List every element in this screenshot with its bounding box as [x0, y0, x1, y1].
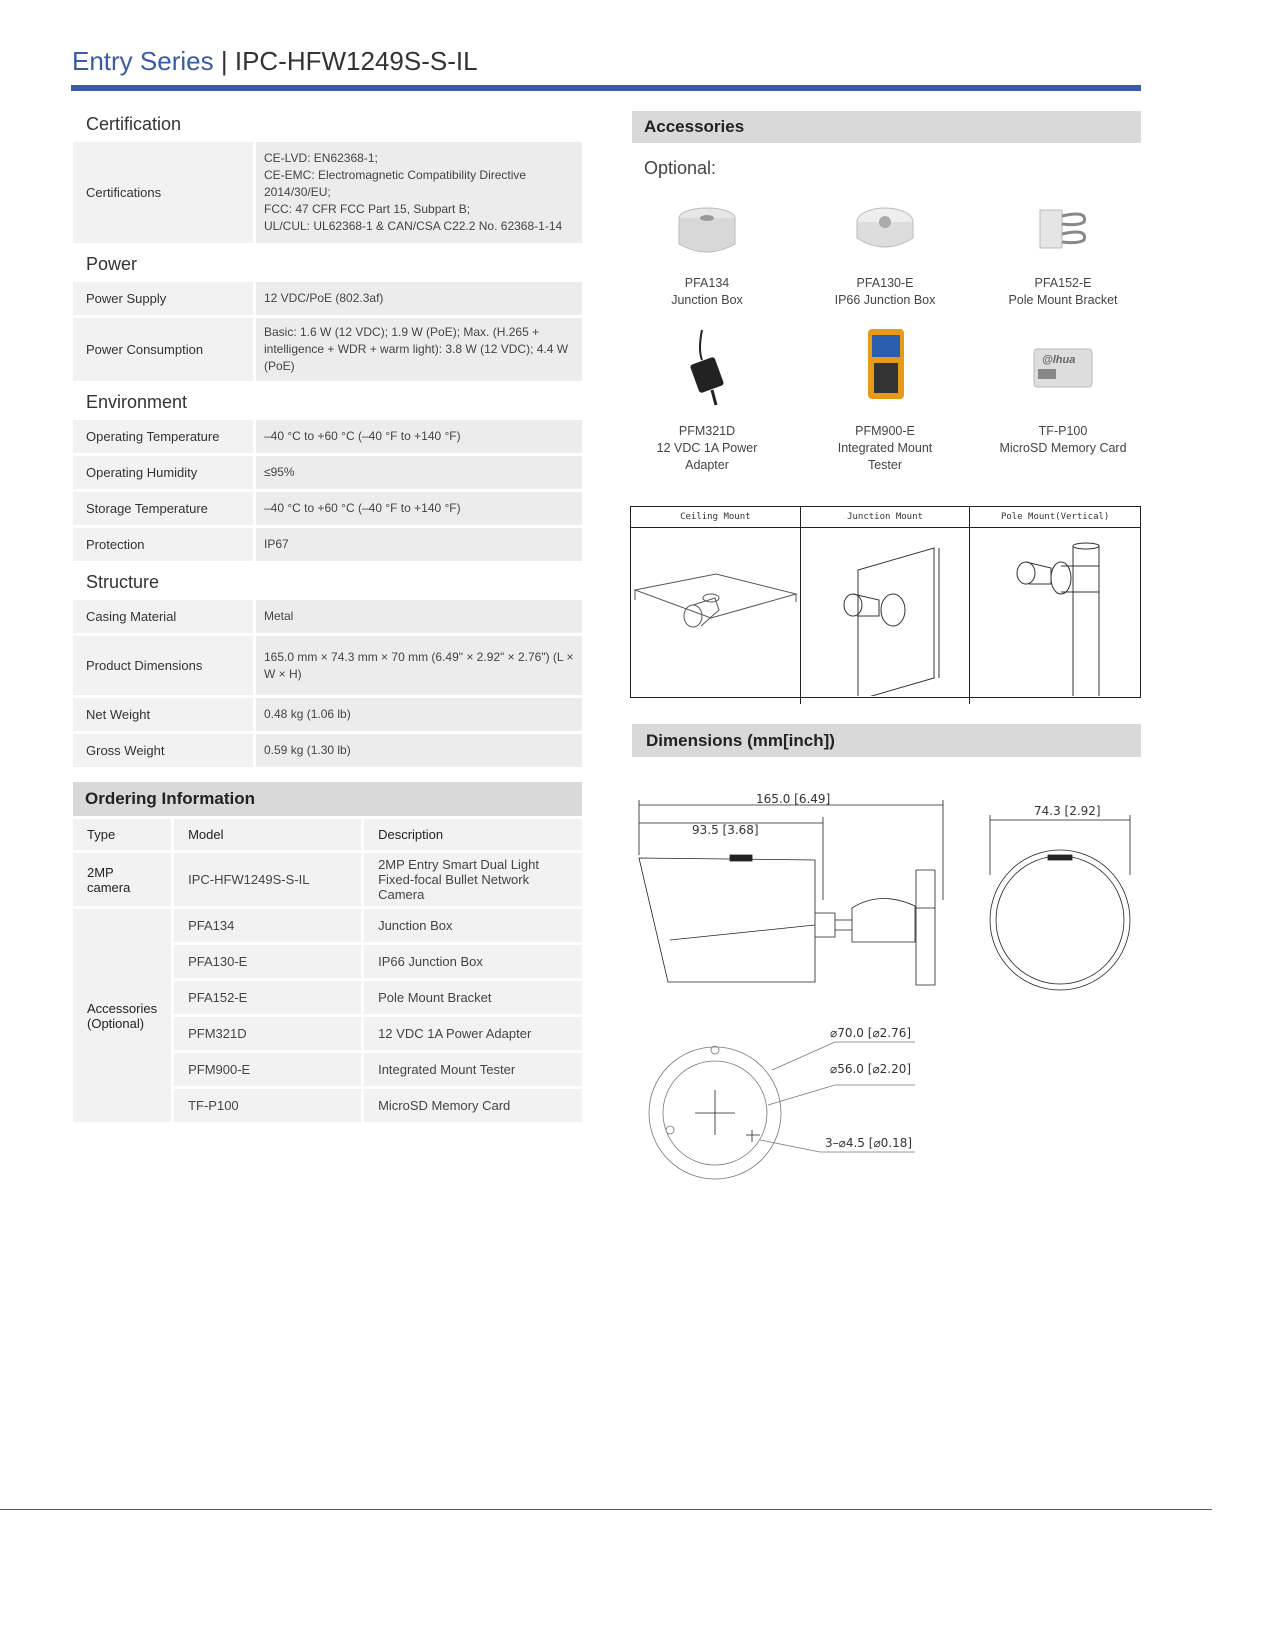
- accessory-item: [800, 325, 970, 474]
- partial-length-label: 93.5 [3.68]: [692, 823, 759, 837]
- spec-label: Casing Material: [73, 600, 253, 633]
- spec-value-line: UL/CUL: UL62368-1 & CAN/CSA C22.2 No. 62368-1-14: [264, 219, 563, 233]
- spec-row: [73, 734, 582, 767]
- card-logo: @lhua: [1042, 354, 1076, 366]
- table-row: [73, 909, 582, 942]
- spec-value-line: 12 VDC/PoE (802.3af): [264, 291, 384, 305]
- spec-value-line: 0.59 kg (1.30 lb): [264, 743, 351, 757]
- spec-value: [256, 420, 582, 453]
- mount-header: Junction Mount: [801, 507, 971, 528]
- spec-value-line: CE-LVD: EN62368-1;: [264, 151, 378, 165]
- spec-value: [256, 600, 582, 633]
- ordering-title: Ordering Information: [73, 782, 582, 816]
- mount-header: Ceiling Mount: [631, 507, 801, 528]
- accessory-gallery: [622, 200, 1152, 474]
- accessory-description: Integrated Mount Tester: [361, 1053, 582, 1086]
- optional-label: Optional:: [644, 158, 717, 178]
- accessories-title: Accessories: [632, 111, 1141, 143]
- spec-value-line: 165.0 mm × 74.3 mm × 70 mm (6.49" × 2.92" × 2.76") (L × W × H): [264, 649, 574, 681]
- spec-row: [73, 318, 582, 381]
- camera-model: IPC-HFW1249S-S-IL: [171, 853, 361, 906]
- page-title: Entry Series | IPC-HFW1249S-S-IL: [72, 46, 478, 76]
- junction-mount-drawing: [801, 528, 971, 704]
- spec-row: [73, 282, 582, 315]
- accessory-model: PFA130-E: [171, 945, 361, 978]
- spec-label: Operating Temperature: [73, 420, 253, 453]
- spec-value-line: FCC: 47 CFR FCC Part 15, Subpart B;: [264, 202, 471, 216]
- diameter-outer-label: ⌀70.0 [⌀2.76]: [830, 1026, 912, 1040]
- accessory-model: PFA152-E: [1034, 276, 1092, 290]
- pole-mount-drawing: [970, 528, 1140, 704]
- spec-label: Storage Temperature: [73, 492, 253, 525]
- power-adapter-icon: [672, 325, 742, 423]
- spec-label: Protection: [73, 528, 253, 561]
- accessory-model: PFA134: [171, 909, 361, 942]
- spec-row: [73, 456, 582, 489]
- section-heading: Structure: [86, 572, 160, 592]
- diameter-inner-label: ⌀56.0 [⌀2.20]: [830, 1062, 912, 1076]
- accessory-item: [800, 200, 970, 309]
- accessory-model: TF-P100: [171, 1089, 361, 1122]
- spec-value: [256, 528, 582, 561]
- spec-row: [73, 420, 582, 453]
- accessory-description: IP66 Junction Box: [361, 945, 582, 978]
- camera-type: 2MP camera: [73, 853, 171, 906]
- accessory-model: PFA134: [684, 276, 730, 290]
- width-label: 74.3 [2.92]: [1034, 804, 1101, 818]
- spec-value-line: IP67: [264, 537, 289, 551]
- spec-label: Product Dimensions: [73, 636, 253, 695]
- spec-value-line: 0.48 kg (1.06 lb): [264, 707, 351, 721]
- ip66-junction-box-icon: [850, 200, 920, 275]
- spec-value-line: CE-EMC: Electromagnetic Compatibility Directive 2014/30/EU;: [264, 168, 527, 199]
- accessory-description: IP66 Junction Box: [834, 293, 936, 307]
- accessory-model: PFM900-E: [171, 1053, 361, 1086]
- accessory-model: PFM321D: [678, 424, 736, 438]
- spec-value-line: ≤95%: [264, 465, 295, 479]
- spec-row: [73, 492, 582, 525]
- mount-table: [630, 506, 1141, 698]
- accessory-description: Integrated Mount Tester: [837, 441, 933, 472]
- spec-label: Net Weight: [73, 698, 253, 731]
- accessory-description: 12 VDC 1A Power Adapter: [361, 1017, 582, 1050]
- length-label: 165.0 [6.49]: [756, 792, 831, 806]
- accessory-description: Pole Mount Bracket: [361, 981, 582, 1014]
- spec-value: [256, 698, 582, 731]
- accessories-type: Accessories (Optional): [73, 909, 171, 1122]
- spec-value: [256, 636, 582, 695]
- spec-value: [256, 492, 582, 525]
- spec-value: [256, 456, 582, 489]
- spec-row: [73, 142, 582, 243]
- hole-label: 3–⌀4.5 [⌀0.18]: [825, 1136, 913, 1150]
- spec-tables: [73, 106, 582, 770]
- camera-dimension-svg: [630, 780, 1150, 1180]
- pole-bracket-icon: [1028, 200, 1098, 275]
- spec-value-line: –40 °C to +60 °C (–40 °F to +140 °F): [264, 501, 461, 515]
- accessory-model: TF-P100: [1038, 424, 1088, 438]
- accessory-item: [622, 200, 792, 309]
- accessory-model: PFM321D: [171, 1017, 361, 1050]
- accessory-model: PFM900-E: [855, 424, 915, 438]
- spec-value: [256, 282, 582, 315]
- spec-label: Certifications: [73, 142, 253, 243]
- spec-row: [73, 528, 582, 561]
- mount-header: Pole Mount(Vertical): [970, 507, 1140, 528]
- spec-label: Operating Humidity: [73, 456, 253, 489]
- accessory-item: [978, 200, 1148, 309]
- spec-value-line: Metal: [264, 609, 294, 623]
- footer-divider: [0, 1509, 1212, 1510]
- spec-label: Power Supply: [73, 282, 253, 315]
- spec-label: Power Consumption: [73, 318, 253, 381]
- section-heading: Environment: [86, 392, 188, 412]
- spec-value: [256, 318, 582, 381]
- accessory-description: MicroSD Memory Card: [999, 441, 1127, 455]
- microsd-card-icon: [1028, 325, 1098, 423]
- column-header: Model: [171, 819, 361, 850]
- section-heading: Power: [86, 254, 138, 274]
- column-header: Type: [73, 819, 171, 850]
- accessory-model: PFA130-E: [856, 276, 914, 290]
- ordering-information: [73, 782, 582, 1125]
- table-row: [73, 853, 582, 906]
- accessory-item: [978, 325, 1148, 474]
- dimensions-title: Dimensions (mm[inch]): [632, 724, 1141, 757]
- ceiling-mount-drawing: [631, 528, 801, 704]
- spec-row: [73, 636, 582, 695]
- spec-row: [73, 698, 582, 731]
- spec-value-line: Basic: 1.6 W (12 VDC); 1.9 W (PoE); Max. (H.265 + intelligence + WDR + warm light): 3.8 W (12 VDC); 4.4 W (PoE): [264, 325, 569, 373]
- accessory-description: Junction Box: [361, 909, 582, 942]
- spec-value-line: –40 °C to +60 °C (–40 °F to +140 °F): [264, 429, 461, 443]
- camera-desc: 2MP Entry Smart Dual Light Fixed-focal Bullet Network Camera: [361, 853, 582, 906]
- accessory-description: 12 VDC 1A Power Adapter: [656, 441, 758, 472]
- junction-box-icon: [672, 200, 742, 275]
- accessory-description: MicroSD Memory Card: [361, 1089, 582, 1122]
- title-divider: [71, 85, 1141, 91]
- spec-label: Gross Weight: [73, 734, 253, 767]
- ordering-table: [73, 816, 582, 1125]
- ordering-header-row: [73, 819, 582, 850]
- dimension-drawing: [630, 780, 1150, 1180]
- mount-tester-icon: [850, 325, 920, 423]
- section-heading: Certification: [86, 114, 182, 134]
- spec-value: [256, 734, 582, 767]
- spec-row: [73, 600, 582, 633]
- accessory-description: Pole Mount Bracket: [1008, 293, 1118, 307]
- spec-value: [256, 142, 582, 243]
- column-header: Description: [361, 819, 582, 850]
- accessory-item: [622, 325, 792, 474]
- accessory-description: Junction Box: [671, 293, 743, 307]
- accessory-model: PFA152-E: [171, 981, 361, 1014]
